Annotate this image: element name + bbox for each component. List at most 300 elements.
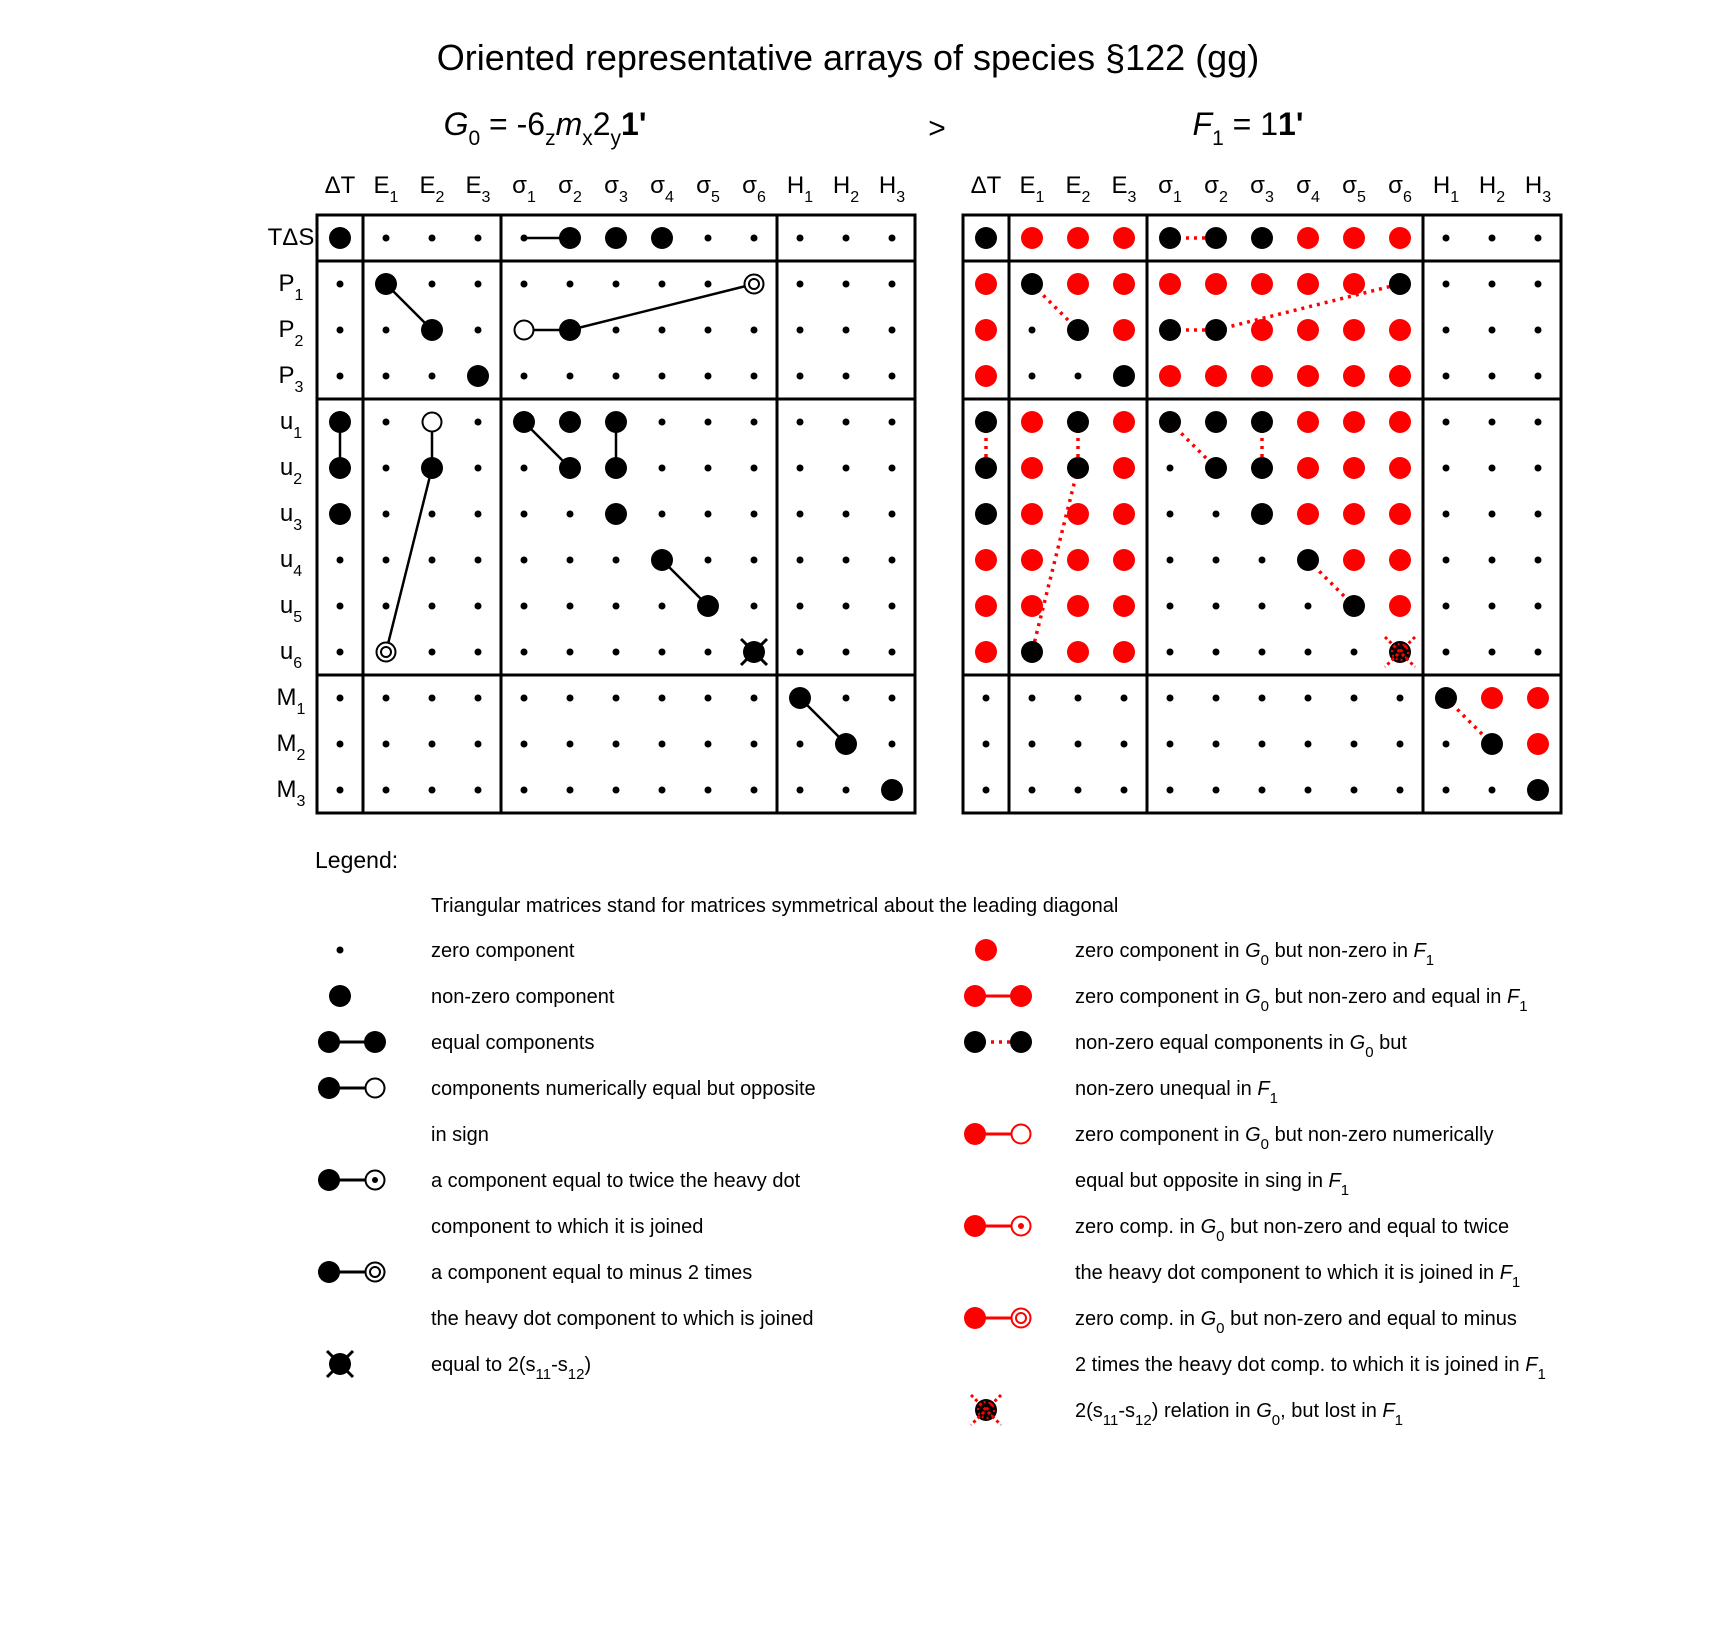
left-col-header-1 bbox=[374, 172, 399, 206]
legend-right-text-6-0-part-4: ) relation in bbox=[1151, 1400, 1257, 1422]
left-cell-r2-c5 bbox=[559, 319, 581, 341]
legend-right-text-4-0 bbox=[1075, 1216, 1509, 1245]
legend-left-symbol-0 bbox=[337, 947, 344, 954]
right-cell-r8-c6 bbox=[1259, 603, 1266, 610]
legend-right-text-4-0-part-2: 0 bbox=[1216, 1228, 1225, 1245]
left-cell-r5-c12 bbox=[889, 465, 896, 472]
row-label-base: u bbox=[279, 408, 294, 435]
legend-right-text-2-1 bbox=[1075, 1078, 1278, 1107]
right-cell-r6-c5 bbox=[1213, 511, 1220, 518]
row-label-base: M bbox=[276, 684, 297, 711]
right-cell-r9-c2 bbox=[1067, 641, 1089, 663]
left-cell-r2-c9 bbox=[751, 327, 758, 334]
right-cell-r8-c8 bbox=[1343, 595, 1365, 617]
left-cell-r12-c1 bbox=[383, 787, 390, 794]
left-cell-r10-c0 bbox=[337, 695, 344, 702]
legend-right-symbol-4-start bbox=[964, 1215, 986, 1237]
legend-right-text-6-0-part-3: 12 bbox=[1135, 1412, 1152, 1429]
right-cell-r9-c7 bbox=[1305, 649, 1312, 656]
legend-right-text-4-0-part-3: but non-zero and equal to twice bbox=[1224, 1216, 1510, 1238]
left-col-header-base: E bbox=[465, 172, 482, 199]
right-cell-r9-c0 bbox=[975, 641, 997, 663]
left-cell-r6-c10 bbox=[797, 511, 804, 518]
left-col-header-sub: 6 bbox=[756, 189, 766, 206]
left-col-header-8 bbox=[696, 172, 720, 206]
legend-right-text-0-0-part-3: but non-zero in bbox=[1269, 940, 1414, 962]
legend-right-text-3-1-part-2: 1 bbox=[1340, 1182, 1350, 1199]
left-cell-r11-c5 bbox=[567, 741, 574, 748]
left-cell-r3-c7 bbox=[659, 373, 666, 380]
legend-left-symbol-5-end bbox=[366, 1263, 385, 1282]
right-col-header-base: H bbox=[1478, 172, 1497, 199]
right-cell-r8-c0 bbox=[975, 595, 997, 617]
legend-left-text-5-1-part-0: the heavy dot component to which is joined bbox=[431, 1308, 814, 1330]
left-cell-r8-c2 bbox=[429, 603, 436, 610]
right-cell-r1-c6 bbox=[1251, 273, 1273, 295]
legend-right-text-6-0-part-8: F bbox=[1382, 1400, 1395, 1422]
right-cell-r12-c10 bbox=[1443, 787, 1450, 794]
right-cell-r7-c8 bbox=[1343, 549, 1365, 571]
left-cell-r5-c8 bbox=[705, 465, 712, 472]
left-cell-r1-c1 bbox=[375, 273, 397, 295]
left-cell-r1-c5 bbox=[567, 281, 574, 288]
legend-right-text-4-1 bbox=[1075, 1262, 1520, 1291]
legend-right-text-0-0-part-5: 1 bbox=[1425, 952, 1435, 969]
right-cell-r5-c4 bbox=[1167, 465, 1174, 472]
left-cell-r7-c10 bbox=[797, 557, 804, 564]
row-label-sub: 2 bbox=[296, 747, 306, 764]
left-cell-r3-c5 bbox=[567, 373, 574, 380]
right-cell-r4-c10 bbox=[1443, 419, 1450, 426]
left-cell-r9-c6 bbox=[613, 649, 620, 656]
left-cell-r11-c3 bbox=[475, 741, 482, 748]
row-label-2 bbox=[279, 316, 304, 350]
right-cell-r4-c5 bbox=[1205, 411, 1227, 433]
legend-left-symbol-1-dot bbox=[329, 985, 351, 1007]
left-cell-r0-c9 bbox=[751, 235, 758, 242]
right-cell-r9-c3 bbox=[1113, 641, 1135, 663]
legend-left-text-6-0-part-3: 12 bbox=[567, 1366, 585, 1383]
left-cell-r0-c11 bbox=[843, 235, 850, 242]
left-cell-r3-c4 bbox=[521, 373, 528, 380]
right-cell-r10-c2 bbox=[1075, 695, 1082, 702]
left-cell-r6-c11 bbox=[843, 511, 850, 518]
row-label-5 bbox=[280, 454, 302, 488]
legend-right-text-2-1-part-2: 1 bbox=[1269, 1090, 1278, 1107]
left-cell-r11-c12 bbox=[889, 741, 896, 748]
left-col-header-4 bbox=[512, 172, 536, 206]
right-cell-r12-c9 bbox=[1397, 787, 1404, 794]
right-cell-r7-c9 bbox=[1389, 549, 1411, 571]
right-cell-r2-c7 bbox=[1297, 319, 1319, 341]
left-cell-r7-c3 bbox=[475, 557, 482, 564]
left-col-header-7 bbox=[650, 172, 674, 206]
left-heading-symbol: G bbox=[443, 106, 469, 142]
right-cell-r1-c10 bbox=[1443, 281, 1450, 288]
right-cell-r11-c6 bbox=[1259, 741, 1266, 748]
legend-right-text-3-0 bbox=[1075, 1124, 1494, 1153]
legend-left-text-4-1 bbox=[431, 1216, 703, 1238]
left-cell-r3-c1 bbox=[383, 373, 390, 380]
right-col-header-2 bbox=[1066, 172, 1091, 206]
legend-right-text-3-1-part-1: F bbox=[1328, 1170, 1341, 1192]
right-cell-r1-c5 bbox=[1205, 273, 1227, 295]
left-cell-r7-c8 bbox=[705, 557, 712, 564]
left-cell-r12-c8 bbox=[705, 787, 712, 794]
left-cell-r11-c9 bbox=[751, 741, 758, 748]
right-cell-r6-c3 bbox=[1113, 503, 1135, 525]
left-col-header-base: ΔT bbox=[324, 172, 356, 199]
right-cell-r4-c6 bbox=[1251, 411, 1273, 433]
diagram-title: Oriented representative arrays of species §122 (gg) bbox=[436, 37, 1260, 78]
right-matrix bbox=[963, 172, 1561, 813]
left-cell-r2-c1 bbox=[383, 327, 390, 334]
row-label-sub: 4 bbox=[293, 563, 303, 580]
left-col-header-11 bbox=[833, 172, 859, 206]
right-cell-r10-c4 bbox=[1167, 695, 1174, 702]
left-heading-prime: 1' bbox=[621, 106, 647, 142]
right-cell-r1-c0 bbox=[975, 273, 997, 295]
right-cell-r9-c9 bbox=[1385, 637, 1415, 667]
left-col-header-sub: 2 bbox=[435, 189, 445, 206]
left-cell-r6-c9 bbox=[751, 511, 758, 518]
left-cell-r1-c11 bbox=[843, 281, 850, 288]
right-cell-r0-c12 bbox=[1535, 235, 1542, 242]
legend-left-symbol-0-dot bbox=[337, 947, 344, 954]
right-cell-r10-c0 bbox=[983, 695, 990, 702]
left-cell-r4-c12 bbox=[889, 419, 896, 426]
left-heading-z: z bbox=[545, 127, 556, 150]
left-cell-r9-c11 bbox=[843, 649, 850, 656]
legend-heading: Legend: bbox=[315, 847, 399, 873]
right-cell-r4-c8 bbox=[1343, 411, 1365, 433]
left-cell-r6-c8 bbox=[705, 511, 712, 518]
right-cell-r10-c6 bbox=[1259, 695, 1266, 702]
right-cell-r1-c4 bbox=[1159, 273, 1181, 295]
legend-right-symbol-5 bbox=[964, 1307, 1031, 1329]
left-matrix bbox=[268, 172, 915, 813]
left-cell-r3-c9 bbox=[751, 373, 758, 380]
row-label-sub: 1 bbox=[296, 701, 306, 718]
left-cell-r9-c9 bbox=[741, 639, 767, 665]
left-cell-r4-c5 bbox=[559, 411, 581, 433]
legend-right-text-5-0-part-3: but non-zero and equal to minus bbox=[1224, 1308, 1517, 1330]
right-col-header-sub: 3 bbox=[1127, 189, 1137, 206]
legend-right-text-4-1-part-2: 1 bbox=[1511, 1274, 1521, 1291]
left-cell-r12-c4 bbox=[521, 787, 528, 794]
left-col-header-base: E bbox=[419, 172, 436, 199]
right-heading-symbol: F bbox=[1192, 106, 1213, 142]
right-col-header-6 bbox=[1250, 172, 1274, 206]
right-cell-r0-c10 bbox=[1443, 235, 1450, 242]
legend-left-symbol-6 bbox=[327, 1351, 353, 1377]
right-cell-r5-c3 bbox=[1113, 457, 1135, 479]
legend-right-text-0-0-part-0: zero component in bbox=[1075, 940, 1246, 962]
right-cell-r6-c10 bbox=[1443, 511, 1450, 518]
left-heading-m: m bbox=[555, 106, 583, 142]
left-col-header-12 bbox=[879, 172, 905, 206]
row-label-sub: 1 bbox=[294, 287, 304, 304]
right-cell-r7-c3 bbox=[1113, 549, 1135, 571]
legend-left-text-6-0-part-4: ) bbox=[584, 1354, 592, 1376]
right-cell-r11-c0 bbox=[983, 741, 990, 748]
left-cell-r7-c6 bbox=[613, 557, 620, 564]
left-cell-r0-c4 bbox=[521, 235, 528, 242]
row-label-base: P bbox=[278, 270, 295, 297]
legend-right-text-0-0-part-2: 0 bbox=[1260, 952, 1270, 969]
left-cell-r2-c2 bbox=[421, 319, 443, 341]
legend-right-text-1-0-part-2: 0 bbox=[1260, 998, 1270, 1015]
legend-right-text-2-0-part-1: G bbox=[1349, 1032, 1366, 1054]
right-col-header-5 bbox=[1204, 172, 1228, 206]
right-cell-r0-c2 bbox=[1067, 227, 1089, 249]
right-cell-r11-c2 bbox=[1075, 741, 1082, 748]
left-cell-r7-c5 bbox=[567, 557, 574, 564]
right-col-header-base: H bbox=[1524, 172, 1543, 199]
right-col-header-sub: 1 bbox=[1172, 189, 1182, 206]
legend-right-text-6-0-part-5: G bbox=[1256, 1400, 1272, 1422]
legend-left-symbol-5 bbox=[318, 1261, 385, 1283]
right-cell-r10-c9 bbox=[1397, 695, 1404, 702]
legend-left-text-3-1-part-0: in sign bbox=[431, 1124, 489, 1146]
legend-left-text-5-0 bbox=[431, 1262, 752, 1284]
legend-right-symbol-0-dot bbox=[975, 939, 997, 961]
legend-left-text-4-0 bbox=[431, 1170, 801, 1192]
right-cell-r10-c3 bbox=[1121, 695, 1128, 702]
legend-left-symbol-4-end bbox=[366, 1171, 385, 1190]
row-label-base: u bbox=[279, 546, 294, 573]
left-cell-r4-c9 bbox=[751, 419, 758, 426]
left-cell-r8-c3 bbox=[475, 603, 482, 610]
left-cell-r8-c7 bbox=[659, 603, 666, 610]
legend-right-text-3-0-part-2: 0 bbox=[1260, 1136, 1270, 1153]
left-cell-r1-c8 bbox=[705, 281, 712, 288]
right-cell-r4-c3 bbox=[1113, 411, 1135, 433]
right-cell-r6-c11 bbox=[1489, 511, 1496, 518]
row-label-8 bbox=[280, 592, 302, 626]
right-cell-r2-c3 bbox=[1113, 319, 1135, 341]
left-cell-r10-c5 bbox=[567, 695, 574, 702]
right-cell-r7-c0 bbox=[975, 549, 997, 571]
legend-right-text-6-0-part-7: , but lost in bbox=[1280, 1400, 1383, 1422]
left-cell-r12-c10 bbox=[797, 787, 804, 794]
right-cell-r9-c8 bbox=[1351, 649, 1358, 656]
row-label-3 bbox=[279, 362, 304, 396]
right-cell-r4-c11 bbox=[1489, 419, 1496, 426]
row-label-12 bbox=[277, 776, 306, 810]
row-label-sub: 3 bbox=[294, 379, 304, 396]
left-cell-r12-c11 bbox=[843, 787, 850, 794]
right-cell-r6-c4 bbox=[1167, 511, 1174, 518]
left-col-header-base: σ bbox=[604, 172, 619, 199]
left-heading-equals: = -6 bbox=[480, 106, 546, 142]
left-cell-r5-c6 bbox=[605, 457, 627, 479]
right-col-header-10 bbox=[1433, 172, 1459, 206]
right-cell-r11-c9 bbox=[1397, 741, 1404, 748]
row-label-base: P bbox=[278, 316, 295, 343]
left-cell-r3-c12 bbox=[889, 373, 896, 380]
legend-right-text-5-0-part-0: zero comp. in bbox=[1075, 1308, 1201, 1330]
right-col-header-sub: 3 bbox=[1264, 189, 1274, 206]
legend-left-text-6-0-part-1: 11 bbox=[535, 1366, 552, 1383]
left-cell-r4-c11 bbox=[843, 419, 850, 426]
left-cell-r2-c8 bbox=[705, 327, 712, 334]
right-cell-r0-c6 bbox=[1251, 227, 1273, 249]
right-cell-r9-c12 bbox=[1535, 649, 1542, 656]
right-cell-r3-c11 bbox=[1489, 373, 1496, 380]
legend-left-symbol-5-start bbox=[318, 1261, 340, 1283]
left-cell-r3-c3 bbox=[467, 365, 489, 387]
left-cell-r1-c3 bbox=[475, 281, 482, 288]
row-label-11 bbox=[277, 730, 306, 764]
left-cell-r0-c8 bbox=[705, 235, 712, 242]
right-cell-r4-c0 bbox=[975, 411, 997, 433]
left-cell-r11-c6 bbox=[613, 741, 620, 748]
row-label-sub: 2 bbox=[293, 471, 303, 488]
right-col-header-base: E bbox=[1111, 172, 1128, 199]
right-cell-r5-c6 bbox=[1251, 457, 1273, 479]
right-col-header-0 bbox=[971, 172, 1002, 199]
left-cell-r0-c3 bbox=[475, 235, 482, 242]
legend-left-text-6-0-part-2: -s bbox=[551, 1354, 568, 1376]
legend-right-text-6-0-part-0: 2(s bbox=[1075, 1400, 1103, 1422]
legend-right-text-6-0-part-1: 11 bbox=[1102, 1412, 1119, 1429]
right-cell-r2-c10 bbox=[1443, 327, 1450, 334]
left-cell-r8-c12 bbox=[889, 603, 896, 610]
left-cell-r4-c10 bbox=[797, 419, 804, 426]
row-label-10 bbox=[277, 684, 306, 718]
right-col-header-sub: 6 bbox=[1402, 189, 1412, 206]
left-cell-r10-c4 bbox=[521, 695, 528, 702]
right-cell-r2-c12 bbox=[1535, 327, 1542, 334]
right-col-header-9 bbox=[1388, 172, 1412, 206]
left-cell-r12-c0 bbox=[337, 787, 344, 794]
right-col-header-base: σ bbox=[1342, 172, 1357, 199]
right-cell-r11-c12 bbox=[1527, 733, 1549, 755]
left-cell-r4-c1 bbox=[383, 419, 390, 426]
left-cell-r10-c6 bbox=[613, 695, 620, 702]
right-cell-r3-c6 bbox=[1251, 365, 1273, 387]
left-col-header-base: H bbox=[832, 172, 851, 199]
legend-right-text-3-1-part-0: equal but opposite in sing in bbox=[1075, 1170, 1329, 1192]
right-cell-r7-c7 bbox=[1297, 549, 1319, 571]
right-cell-r9-c10 bbox=[1443, 649, 1450, 656]
left-cell-r7-c9 bbox=[751, 557, 758, 564]
right-cell-r2-c11 bbox=[1489, 327, 1496, 334]
right-cell-r8-c3 bbox=[1113, 595, 1135, 617]
right-col-header-8 bbox=[1342, 172, 1366, 206]
left-cell-r2-c3 bbox=[475, 327, 482, 334]
left-cell-r12-c5 bbox=[567, 787, 574, 794]
left-cell-r8-c9 bbox=[751, 603, 758, 610]
right-cell-r4-c2 bbox=[1067, 411, 1089, 433]
left-cell-r0-c1 bbox=[383, 235, 390, 242]
right-cell-r1-c12 bbox=[1535, 281, 1542, 288]
right-cell-r12-c12 bbox=[1527, 779, 1549, 801]
left-cell-r1-c9 bbox=[745, 275, 764, 294]
legend-right-symbol-5-end bbox=[1012, 1309, 1031, 1328]
left-cell-r0-c7 bbox=[651, 227, 673, 249]
legend-left-symbol-1 bbox=[329, 985, 351, 1007]
legend-left-symbol-2 bbox=[318, 1031, 386, 1053]
legend-left-symbol-6-dot bbox=[327, 1351, 353, 1377]
legend-left-text-5-1 bbox=[431, 1308, 813, 1330]
row-label-base: M bbox=[276, 730, 297, 757]
right-cell-r10-c7 bbox=[1305, 695, 1312, 702]
left-cell-r1-c0 bbox=[337, 281, 344, 288]
right-col-header-base: σ bbox=[1158, 172, 1173, 199]
left-cell-r6-c1 bbox=[383, 511, 390, 518]
right-cell-r0-c1 bbox=[1021, 227, 1043, 249]
left-col-header-2 bbox=[420, 172, 445, 206]
right-cell-r0-c7 bbox=[1297, 227, 1319, 249]
row-label-base: u bbox=[279, 592, 294, 619]
right-cell-r5-c9 bbox=[1389, 457, 1411, 479]
left-cell-r11-c11 bbox=[835, 733, 857, 755]
left-cell-r9-c5 bbox=[567, 649, 574, 656]
right-cell-r9-c5 bbox=[1213, 649, 1220, 656]
right-cell-r2-c1 bbox=[1029, 327, 1036, 334]
left-cell-r1-c6 bbox=[613, 281, 620, 288]
right-col-header-4 bbox=[1158, 172, 1182, 206]
right-col-header-sub: 1 bbox=[1450, 189, 1460, 206]
left-cell-r8-c6 bbox=[613, 603, 620, 610]
right-cell-r0-c9 bbox=[1389, 227, 1411, 249]
right-cell-r6-c9 bbox=[1389, 503, 1411, 525]
left-cell-r5-c2 bbox=[421, 457, 443, 479]
left-cell-r3-c8 bbox=[705, 373, 712, 380]
left-col-header-sub: 1 bbox=[389, 189, 399, 206]
right-cell-r12-c0 bbox=[983, 787, 990, 794]
right-col-header-11 bbox=[1479, 172, 1505, 206]
right-cell-r3-c8 bbox=[1343, 365, 1365, 387]
right-col-header-3 bbox=[1112, 172, 1137, 206]
left-cell-r10-c1 bbox=[383, 695, 390, 702]
left-cell-r3-c11 bbox=[843, 373, 850, 380]
right-matrix-heading bbox=[1193, 106, 1304, 150]
right-cell-r12-c8 bbox=[1351, 787, 1358, 794]
right-cell-r12-c1 bbox=[1029, 787, 1036, 794]
row-label-base: u bbox=[279, 500, 294, 527]
left-cell-r10-c2 bbox=[429, 695, 436, 702]
left-cell-r10-c12 bbox=[889, 695, 896, 702]
right-cell-r6-c1 bbox=[1021, 503, 1043, 525]
legend-left-text-3-1 bbox=[431, 1124, 489, 1146]
right-cell-r7-c1 bbox=[1021, 549, 1043, 571]
legend-left-text-4-1-part-0: component to which it is joined bbox=[431, 1216, 704, 1238]
legend-left-text-2-0-part-0: equal components bbox=[431, 1032, 595, 1054]
right-cell-r2-c0 bbox=[975, 319, 997, 341]
row-label-sub: 3 bbox=[296, 793, 306, 810]
legend-left-symbol-2-start bbox=[318, 1031, 340, 1053]
left-col-header-base: σ bbox=[650, 172, 665, 199]
right-cell-r1-c1 bbox=[1021, 273, 1043, 295]
right-cell-r5-c7 bbox=[1297, 457, 1319, 479]
left-cell-r1-c2 bbox=[429, 281, 436, 288]
legend-right-text-0-0-part-4: F bbox=[1413, 940, 1426, 962]
legend-right-text-6-0-part-9: 1 bbox=[1394, 1412, 1403, 1429]
right-cell-r12-c5 bbox=[1213, 787, 1220, 794]
row-label-6 bbox=[280, 500, 302, 534]
right-cell-r2-c9 bbox=[1389, 319, 1411, 341]
legend-right-symbol-2-end bbox=[1010, 1031, 1032, 1053]
right-cell-r9-c4 bbox=[1167, 649, 1174, 656]
right-cell-r0-c11 bbox=[1489, 235, 1496, 242]
legend-right-symbol-4 bbox=[964, 1215, 1031, 1237]
legend-right-text-6-0-part-2: -s bbox=[1118, 1400, 1136, 1422]
legend-right-text-2-1-part-1: F bbox=[1257, 1078, 1270, 1100]
right-col-header-sub: 2 bbox=[1496, 189, 1506, 206]
